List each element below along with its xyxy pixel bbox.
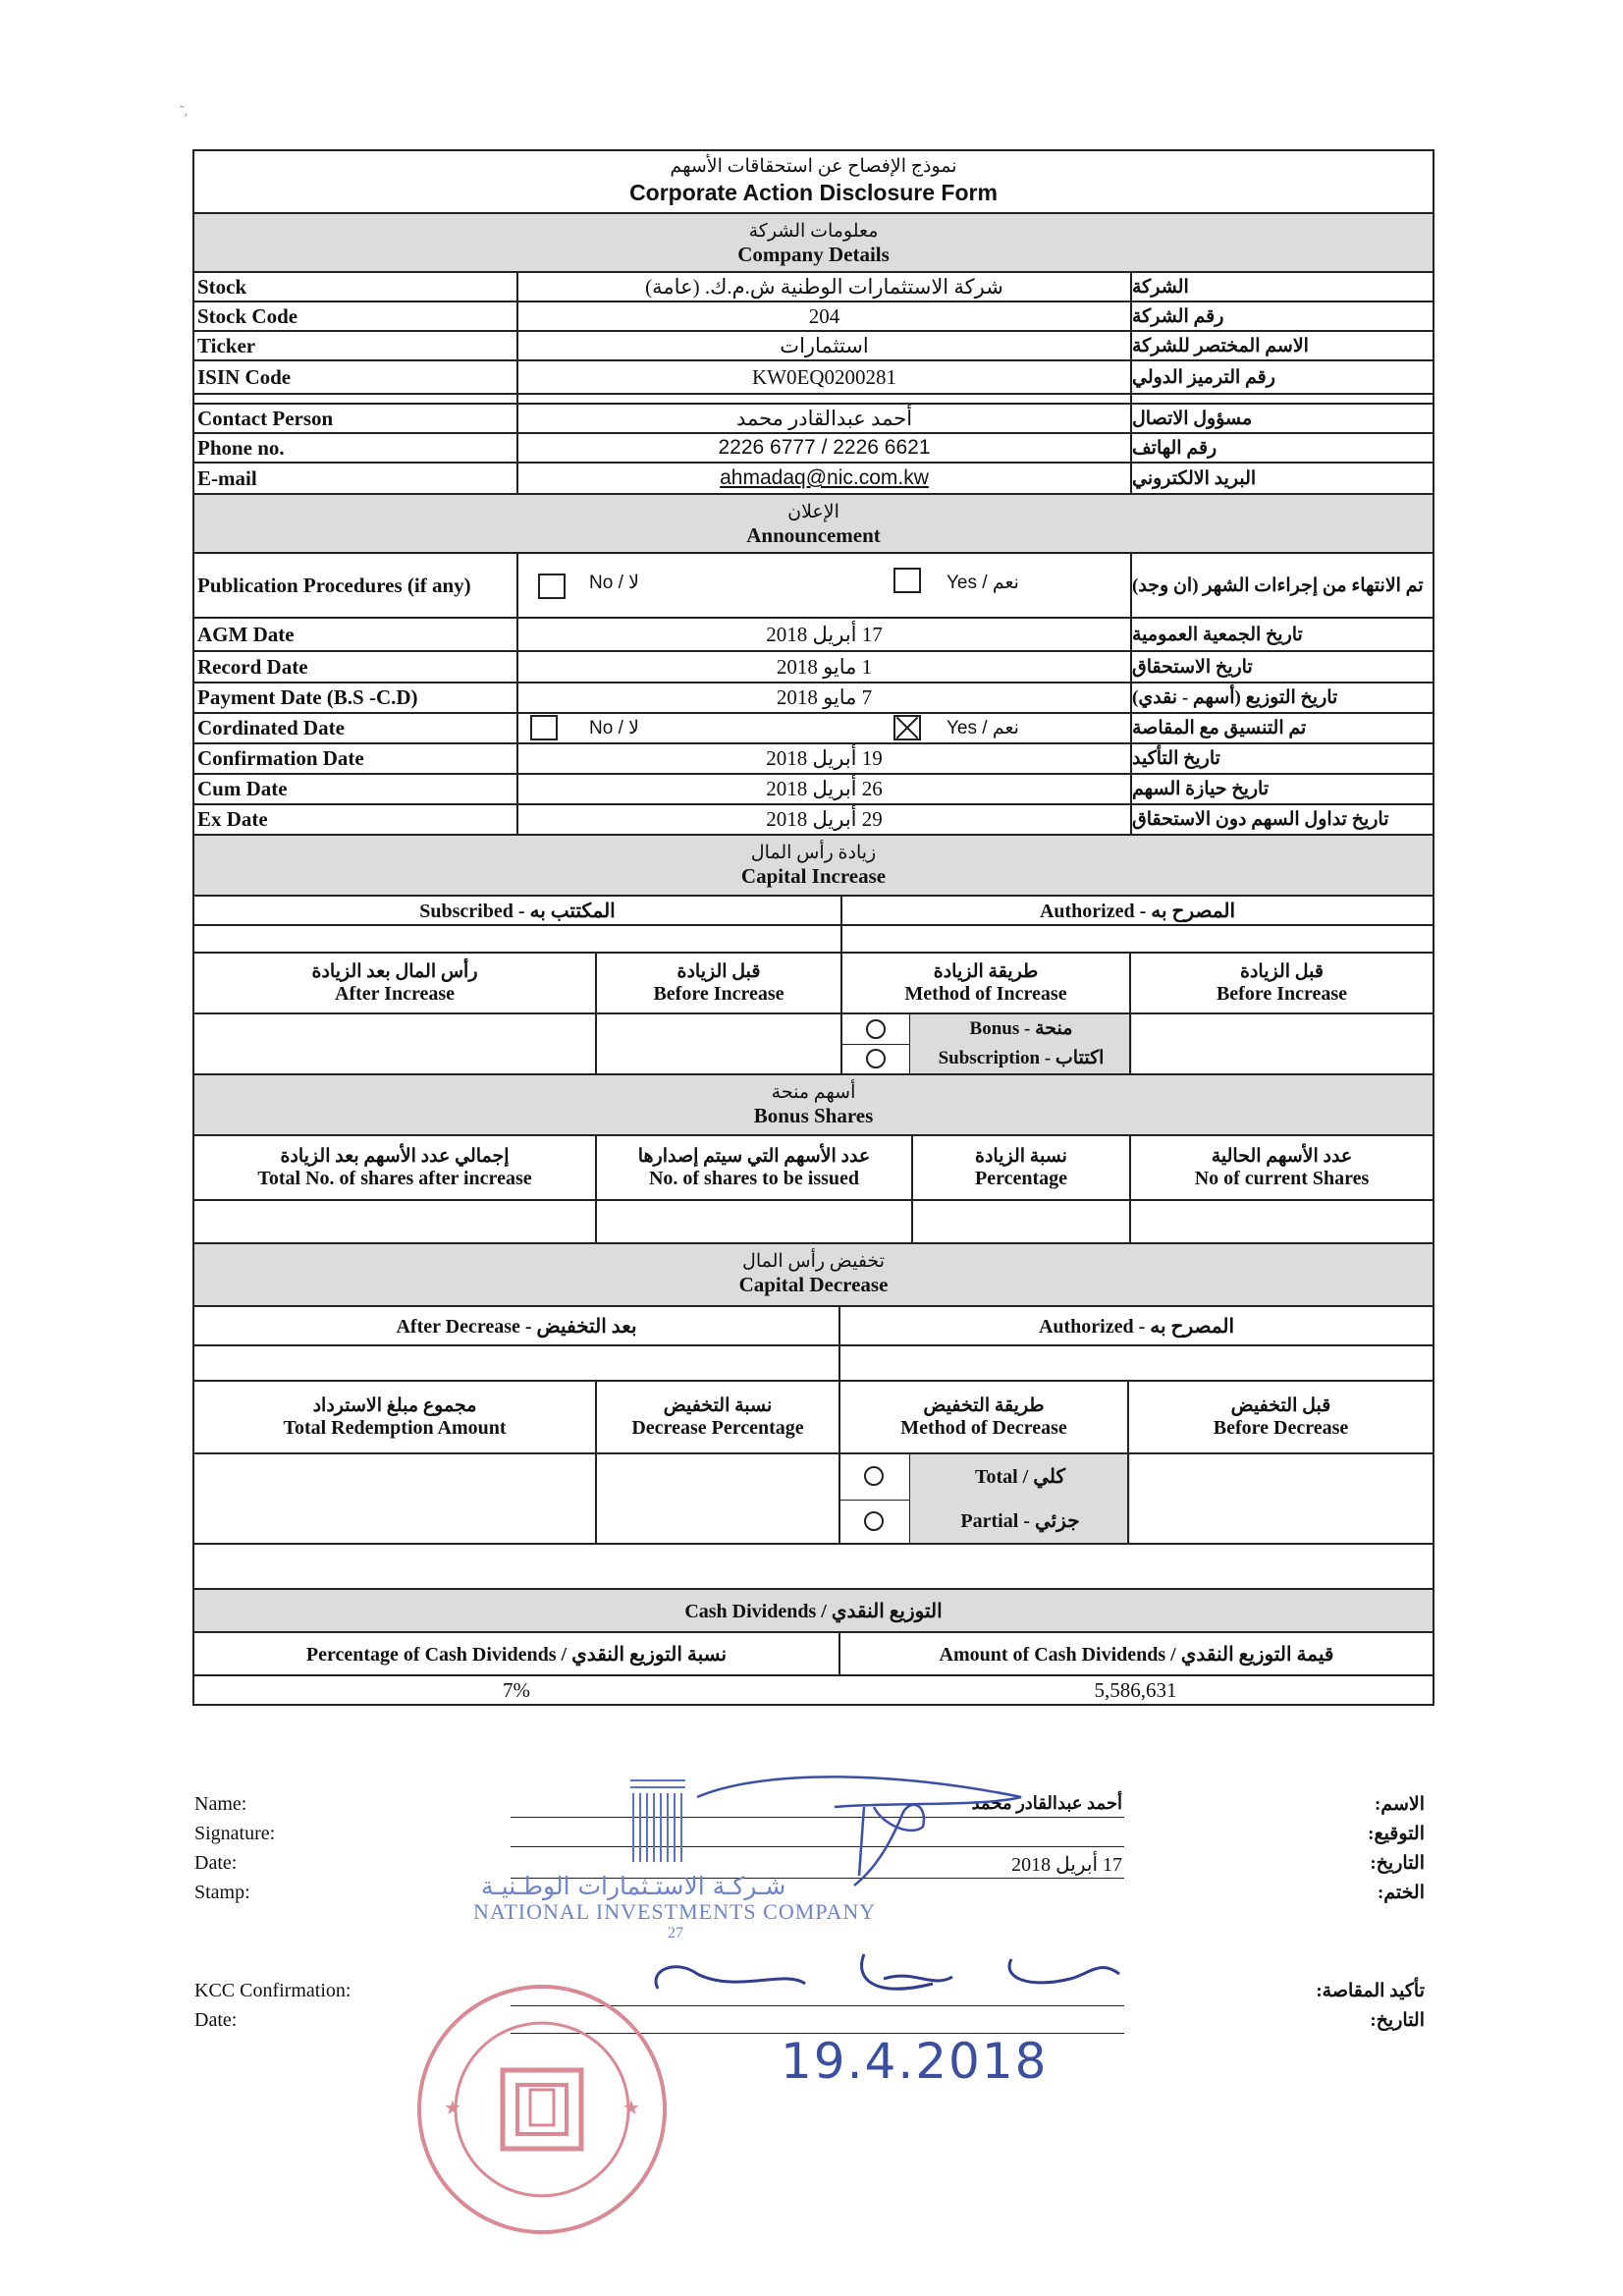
current-shares-en: No of current Shares	[1194, 1168, 1370, 1189]
capital-decrease-groups	[194, 1307, 1433, 1346]
label-isin: ISIN Code	[197, 364, 292, 389]
subscription-label: Subscription - اكتتاب	[909, 1044, 1132, 1073]
cash-amt-value: 5,586,631	[1094, 1677, 1177, 1702]
col-decrease-method	[839, 1382, 1127, 1452]
label-agm: AGM Date	[197, 622, 295, 646]
bonus-shares-header	[194, 1075, 1433, 1136]
current-shares-value	[1129, 1201, 1433, 1242]
publication-yes-label: Yes / نعم	[947, 573, 1019, 593]
label-record: Record Date	[197, 654, 308, 679]
after-increase-en: After Increase	[335, 983, 455, 1005]
shares-issued-ar: عدد الأسهم التي سيتم إصدارها	[637, 1146, 871, 1167]
coordinated-options	[516, 714, 1132, 742]
kcc-label-ar: تأكيد المقاصة:	[1316, 1981, 1425, 2001]
disclosure-form	[192, 149, 1434, 1706]
percentage-en: Percentage	[974, 1168, 1068, 1189]
kcc-date-handwritten: 19.4.2018	[781, 2033, 1049, 2090]
bonus-shares-cols	[194, 1136, 1433, 1201]
value-payment: 7 مايو 2018	[516, 683, 1132, 712]
company-header-ar: معلومات الشركة	[748, 221, 879, 242]
redemption-ar: مجموع مبلغ الاسترداد	[312, 1395, 477, 1416]
stamp-label: Stamp:	[194, 1882, 250, 1903]
company-details-header	[194, 214, 1433, 273]
label-phone: Phone no.	[197, 435, 285, 460]
label-isin-ar: رقم الترميز الدولي	[1132, 366, 1275, 388]
before-increase-en: Before Increase	[653, 983, 784, 1005]
method-increase-en: Method of Increase	[904, 983, 1067, 1005]
before-increase-ar: قبل الزيادة	[676, 961, 761, 982]
label-ex-ar: تاريخ تداول السهم دون الاستحقاق	[1132, 809, 1389, 830]
col-before-decrease	[1127, 1382, 1433, 1452]
subscribed-header: Subscribed - المكتتب به	[419, 900, 616, 922]
value-ex: 29 أبريل 2018	[516, 805, 1132, 834]
percentage-value	[911, 1201, 1129, 1242]
col-method-increase	[840, 954, 1129, 1012]
label-contact: Contact Person	[197, 406, 334, 430]
capital-increase-groups	[194, 897, 1433, 926]
date-label: Date:	[194, 1852, 238, 1874]
label-stock-ar: الشركة	[1132, 276, 1189, 298]
decrease-method-ar: طريقة التخفيض	[923, 1395, 1045, 1416]
capital-decrease-header-en: Capital Decrease	[738, 1273, 889, 1296]
value-email[interactable]: ahmadaq@nic.com.kw	[516, 464, 1132, 493]
cash-dividends-labels	[194, 1633, 1433, 1676]
announcement-header	[194, 495, 1433, 554]
label-agm-ar: تاريخ الجمعية العمومية	[1132, 624, 1303, 645]
decrease-method-options	[839, 1454, 1127, 1543]
name-label: Name:	[194, 1793, 247, 1815]
label-cum: Cum Date	[197, 777, 288, 800]
bonus-option[interactable]	[842, 1014, 1131, 1045]
subscription-option[interactable]	[842, 1044, 1131, 1073]
date-value: 17 أبريل 2018	[1011, 1854, 1122, 1876]
col-before-increase	[595, 954, 840, 1012]
value-ticker: استثمارات	[516, 332, 1132, 359]
method-increase-ar: طريقة الزيادة	[933, 961, 1039, 982]
signature-label-ar: التوقيع:	[1368, 1824, 1425, 1844]
shares-issued-en: No. of shares to be issued	[648, 1168, 860, 1189]
before-increase-value	[595, 1014, 840, 1073]
value-contact: أحمد عبدالقادر محمد	[516, 405, 1132, 432]
value-cum: 26 أبريل 2018	[516, 775, 1132, 803]
stamp-label-ar: الختم:	[1377, 1883, 1425, 1903]
cash-amt-label: Amount of Cash Dividends / قيمة التوزيع النقدي	[839, 1633, 1433, 1674]
bonus-shares-header-ar: أسهم منحة	[771, 1082, 856, 1103]
capital-decrease-header	[194, 1244, 1433, 1307]
before-decrease-en: Before Decrease	[1213, 1417, 1349, 1439]
bonus-shares-header-en: Bonus Shares	[753, 1104, 874, 1127]
blank-cell	[840, 926, 1433, 952]
coordinated-no-label: No / لا	[589, 718, 639, 738]
before-increase-2-en: Before Increase	[1216, 983, 1348, 1005]
label-phone-ar: رقم الهاتف	[1132, 437, 1217, 459]
decrease-pct-en: Decrease Percentage	[631, 1417, 804, 1439]
total-label: Total / كلي	[909, 1454, 1130, 1500]
label-payment-ar: تاريخ التوزيع (أسهم - نقدي)	[1132, 687, 1338, 708]
total-shares-en: Total No. of shares after increase	[257, 1168, 532, 1189]
kcc-date-label-ar: التاريخ:	[1370, 2010, 1425, 2031]
label-confirmation: Confirmation Date	[197, 746, 364, 770]
capital-decrease-header-ar: تخفيض رأس المال	[742, 1251, 885, 1272]
current-shares-ar: عدد الأسهم الحالية	[1211, 1146, 1353, 1167]
decrease-spacer	[194, 1545, 1433, 1590]
row-confirmation	[194, 744, 1433, 775]
row-email	[194, 464, 1433, 495]
capital-increase-values	[194, 1014, 1433, 1075]
capital-increase-header-ar: زيادة رأس المال	[750, 843, 877, 863]
label-publication-ar: تم الانتهاء من إجراءات الشهر (ان وجد)	[1132, 574, 1424, 596]
before-decrease-ar: قبل التخفيض	[1230, 1395, 1331, 1416]
col-percentage	[911, 1136, 1129, 1199]
col-current-shares	[1129, 1136, 1433, 1199]
signature-label: Signature:	[194, 1823, 276, 1844]
col-total-shares	[194, 1136, 595, 1199]
company-stamp-hatch	[628, 1776, 687, 1864]
svg-text:★: ★	[444, 2096, 461, 2119]
decrease-pct-value	[595, 1454, 839, 1543]
announcement-header-ar: الإعلان	[787, 502, 839, 522]
before-increase-2-value	[1129, 1014, 1433, 1073]
svg-text:★: ★	[622, 2096, 640, 2119]
label-ex: Ex Date	[197, 807, 268, 831]
capital-increase-cols	[194, 954, 1433, 1014]
spacer-cell	[516, 395, 1132, 403]
label-confirmation-ar: تاريخ التأكيد	[1132, 748, 1220, 769]
partial-option[interactable]	[840, 1500, 1129, 1543]
coordinated-no-checkbox[interactable]	[530, 715, 558, 740]
decrease-pct-ar: نسبة التخفيض	[663, 1395, 773, 1416]
kcc-date-label: Date:	[194, 2009, 238, 2031]
label-record-ar: تاريخ الاستحقاق	[1132, 656, 1253, 678]
label-stock-code-ar: رقم الشركة	[1132, 305, 1224, 327]
col-after-increase	[194, 954, 595, 1012]
spacer-row	[194, 395, 1433, 405]
col-redemption	[194, 1382, 595, 1452]
label-stock-code: Stock Code	[197, 303, 298, 328]
authorized-header: Authorized - المصرح به	[840, 897, 1433, 924]
date-label-ar: التاريخ:	[1370, 1853, 1425, 1874]
cash-dividends-header	[194, 1590, 1433, 1633]
row-isin	[194, 361, 1433, 395]
label-cum-ar: تاريخ حيازة السهم	[1132, 779, 1270, 799]
bonus-radio[interactable]	[866, 1019, 886, 1039]
decrease-method-en: Method of Decrease	[900, 1417, 1067, 1439]
capital-increase-header-en: Capital Increase	[740, 864, 887, 888]
method-increase-options	[840, 1014, 1129, 1073]
value-record: 1 مايو 2018	[516, 652, 1132, 682]
label-contact-ar: مسؤول الاتصال	[1132, 408, 1253, 429]
signature-scribble	[687, 1768, 1041, 1895]
label-payment: Payment Date (B.S -C.D)	[197, 685, 418, 709]
value-agm: 17 أبريل 2018	[516, 619, 1132, 650]
value-phone: 2226 6777 / 2226 6621	[516, 434, 1132, 462]
after-decrease-header: After Decrease - بعد التخفيض	[396, 1315, 637, 1338]
decrease-authorized-header: Authorized - المصرح به	[839, 1307, 1433, 1344]
capital-increase-header	[194, 836, 1433, 897]
row-record	[194, 652, 1433, 683]
kcc-red-seal	[405, 1972, 679, 2247]
label-email: E-mail	[197, 465, 257, 490]
form-title-ar: نموذج الإفصاح عن استحقاقات الأسهم	[670, 156, 957, 177]
capital-decrease-cols	[194, 1382, 1433, 1454]
cash-pct-value: 7%	[503, 1677, 530, 1702]
value-stock-code: 204	[516, 302, 1132, 330]
row-coordinated	[194, 714, 1433, 744]
row-publication	[194, 554, 1433, 619]
partial-radio[interactable]	[864, 1511, 884, 1531]
row-cum	[194, 775, 1433, 805]
row-phone	[194, 434, 1433, 464]
col-shares-issued	[595, 1136, 911, 1199]
row-stock-code	[194, 302, 1433, 332]
capital-decrease-blank	[194, 1346, 1433, 1382]
label-stock: Stock	[197, 274, 247, 299]
capital-decrease-values	[194, 1454, 1433, 1545]
shares-issued-value	[595, 1201, 911, 1242]
name-label-ar: الاسم:	[1374, 1794, 1425, 1815]
decrease-blank-cell	[839, 1346, 1433, 1380]
scan-mark: ˜,	[180, 104, 189, 119]
coordinated-yes-checkbox[interactable]	[893, 715, 921, 740]
publication-no-checkbox[interactable]	[538, 574, 566, 599]
bonus-label: Bonus - منحة	[909, 1014, 1132, 1044]
value-confirmation: 19 أبريل 2018	[516, 744, 1132, 773]
publication-no-label: No / لا	[589, 573, 639, 593]
form-title	[194, 151, 1433, 214]
total-shares-ar: إجمالي عدد الأسهم بعد الزيادة	[280, 1146, 510, 1167]
coordinated-yes-label: Yes / نعم	[947, 718, 1019, 738]
form-title-en: Corporate Action Disclosure Form	[629, 180, 998, 205]
after-increase-ar: رأس المال بعد الزيادة	[311, 961, 478, 982]
value-isin: KW0EQ0200281	[516, 361, 1132, 393]
capital-increase-blank	[194, 926, 1433, 954]
label-coordinated-ar: تم التنسيق مع المقاصة	[1132, 718, 1307, 738]
publication-options	[516, 554, 1132, 617]
total-radio[interactable]	[864, 1466, 884, 1486]
subscription-radio[interactable]	[866, 1049, 886, 1068]
cash-dividends-header-text: Cash Dividends / التوزيع النقدي	[684, 1600, 943, 1622]
before-increase-2-ar: قبل الزيادة	[1240, 961, 1324, 982]
stamp-number: 27	[668, 1925, 683, 1941]
col-decrease-pct	[595, 1382, 839, 1452]
company-header-en: Company Details	[737, 243, 890, 266]
label-ticker: Ticker	[197, 333, 256, 357]
row-ticker	[194, 332, 1433, 361]
kcc-signature	[638, 1940, 1129, 2028]
cash-pct-label: Percentage of Cash Dividends / نسبة التوزيع النقدي	[305, 1643, 728, 1666]
row-stock	[194, 273, 1433, 302]
col-before-increase-2	[1129, 954, 1433, 1012]
cash-dividends-values	[194, 1676, 1433, 1704]
total-option[interactable]	[840, 1454, 1129, 1501]
stamp-company-en: NATIONAL INVESTMENTS COMPANY	[473, 1899, 877, 1924]
row-ex	[194, 805, 1433, 836]
before-decrease-value	[1127, 1454, 1433, 1543]
label-email-ar: البريد الالكتروني	[1132, 467, 1257, 489]
value-stock: شركة الاستثمارات الوطنية ش.م.ك. (عامة)	[516, 273, 1132, 301]
percentage-ar: نسبة الزيادة	[975, 1146, 1067, 1167]
row-agm	[194, 619, 1433, 652]
label-ticker-ar: الاسم المختصر للشركة	[1132, 335, 1309, 356]
row-contact	[194, 405, 1433, 434]
redemption-en: Total Redemption Amount	[283, 1417, 507, 1439]
stamp-company-ar: شـركـة الاستـثمارات الوطـنيـة	[481, 1872, 786, 1900]
label-coordinated: Cordinated Date	[197, 716, 345, 739]
bonus-shares-values	[194, 1201, 1433, 1244]
kcc-label: KCC Confirmation:	[194, 1980, 352, 2001]
label-publication: Publication Procedures (if any)	[197, 573, 471, 597]
partial-label: Partial - جزئي	[909, 1500, 1130, 1543]
row-payment	[194, 683, 1433, 714]
announcement-header-en: Announcement	[746, 523, 881, 547]
publication-yes-checkbox[interactable]	[893, 568, 921, 593]
name-value: أحمد عبدالقادر محمد	[971, 1793, 1122, 1813]
